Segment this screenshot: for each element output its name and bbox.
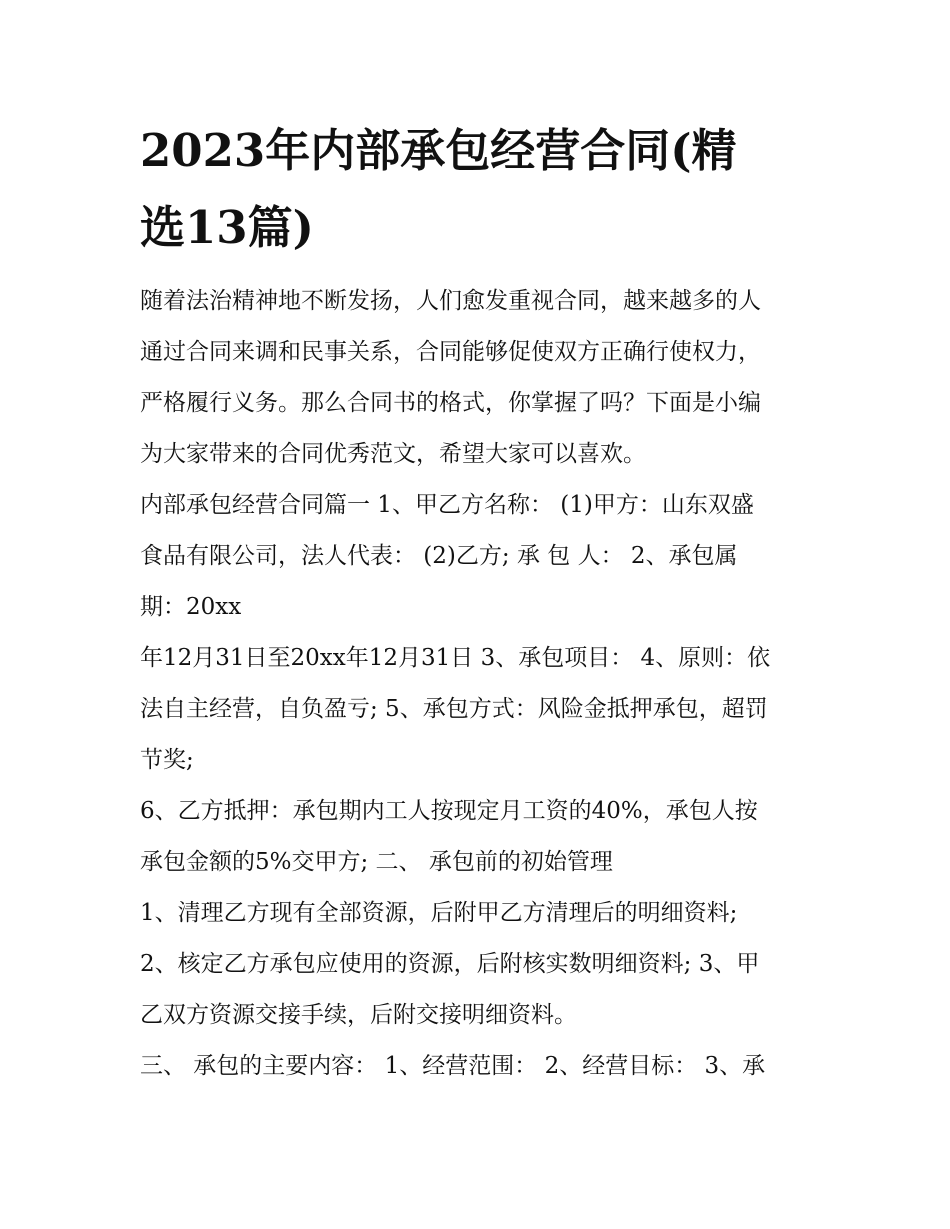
paragraph-deposit [140,786,830,888]
paragraph-intro [140,276,830,480]
text-line: 2、核定乙方承包应使用的资源，后附核实数明细资料; 3、甲 [140,951,760,977]
text-line: 期：20xx [140,594,242,620]
text-line: 年12月31日至20xx年12月31日 3、承包项目： 4、原则：依 [140,645,771,671]
text-line: 节奖; [140,747,194,773]
text-line: 严格履行义务。那么合同书的格式，你掌握了吗？下面是小编 [140,390,761,416]
document-body [140,276,830,1092]
paragraph-parties [140,480,830,633]
text-line: 内部承包经营合同篇一 1、甲乙方名称： (1)甲方：山东双盛 [140,492,754,518]
paragraph-clear-resources [140,888,830,939]
paragraph-term [140,633,830,786]
paragraph-verify-resources [140,939,830,1041]
text-line: 1、清理乙方现有全部资源，后附甲乙方清理后的明细资料; [140,900,738,926]
text-line: 法自主经营，自负盈亏; 5、承包方式：风险金抵押承包，超罚 [140,696,768,722]
document-title-line-1: 2023年内部承包经营合同(精 [140,124,737,177]
text-line: 随着法治精神地不断发扬，人们愈发重视合同，越来越多的人 [140,288,761,314]
text-line: 三、 承包的主要内容： 1、经营范围： 2、经营目标： 3、承 [140,1053,766,1079]
text-line: 乙双方资源交接手续，后附交接明细资料。 [140,1002,577,1028]
document-title [140,112,820,266]
text-line: 食品有限公司，法人代表： (2)乙方; 承 包 人： 2、承包属 [140,543,738,569]
text-line: 6、乙方抵押：承包期内工人按现定月工资的40%，承包人按 [140,798,758,824]
text-line: 为大家带来的合同优秀范文，希望大家可以喜欢。 [140,441,646,467]
text-line: 承包金额的5%交甲方; 二、 承包前的初始管理 [140,849,613,875]
paragraph-main-content [140,1041,830,1092]
text-line: 通过合同来调和民事关系，合同能够促使双方正确行使权力， [140,339,761,365]
document-title-line-2: 选13篇) [140,201,314,254]
